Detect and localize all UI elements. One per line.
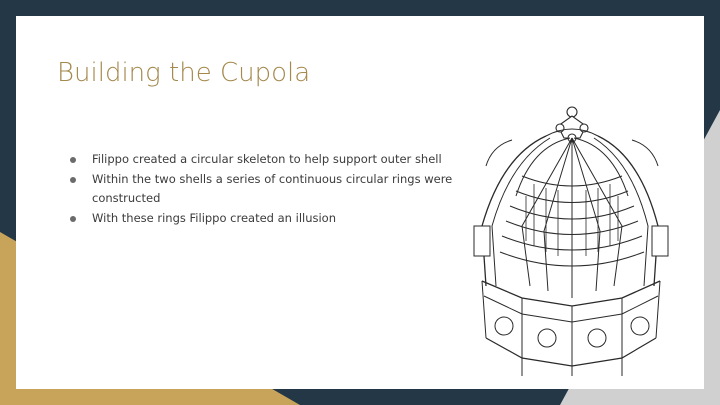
bullet-item (68, 170, 468, 209)
bullet-item (68, 209, 468, 229)
bullet-icon (70, 157, 76, 163)
bullet-icon (70, 216, 76, 222)
lantern (546, 107, 598, 142)
dome-illustration (462, 76, 680, 376)
bullet-text: Within the two shells a series of continuous circular rings were constructed (92, 171, 453, 205)
bullet-list (68, 150, 468, 228)
bullet-icon (70, 177, 76, 183)
bullet-text: With these rings Filippo created an illusion (92, 210, 337, 225)
bullet-item (68, 150, 468, 170)
bullet-text: Filippo created a circular skeleton to help support outer shell (92, 152, 442, 166)
slide-title: Building the Cupola (57, 58, 311, 88)
